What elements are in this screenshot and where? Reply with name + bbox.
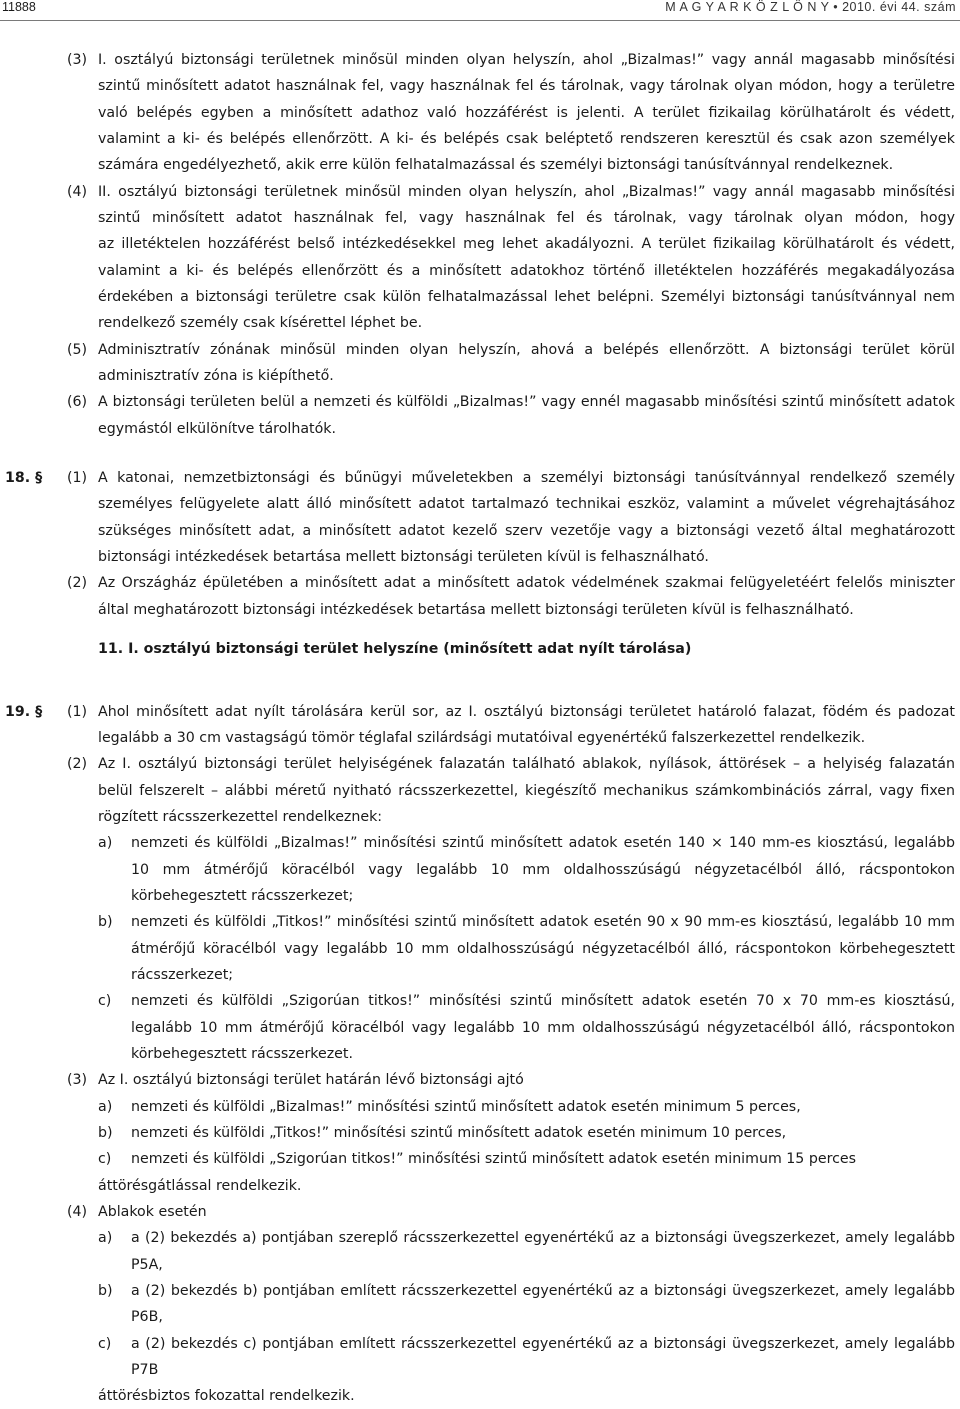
paragraph-marker: (2)	[67, 756, 88, 772]
text-line: I. osztályú biztonsági területnek minősül minden olyan helyszín, ahol „Bizalmas!” vagy annál magasabb minősítési	[98, 52, 955, 68]
text-line: körbehegesztett rácsszerkezet;	[131, 888, 354, 904]
text-line: a (2) bekezdés b) pontjában említett rácsszerkezettel egyenértékű az a biztonsági üvegszerkezet, amely legalább	[131, 1283, 955, 1299]
text-line: átmérőjű köracélból vagy legalább 10 mm oldalhosszúságú négyzetacélból álló, rácspontokon körbehegesztett	[131, 941, 955, 957]
paragraph-marker: (4)	[67, 184, 88, 200]
text-line: körbehegesztett rácsszerkezet.	[131, 1046, 353, 1062]
text-line: rácsszerkezet;	[131, 967, 234, 983]
text-line: nemzeti és külföldi „Szigorúan titkos!” minősítési szintű minősített adatok esetén minimum 15 perces	[131, 1151, 857, 1167]
section-number: 18. §	[5, 470, 43, 486]
text-line: Az I. osztályú biztonsági terület határán lévő biztonsági ajtó	[98, 1072, 524, 1088]
text-line: valamint a ki- és belépés ellenőrzött és a minősített adatokhoz történő illetéktelen hozzáférés megakadályozása	[98, 263, 955, 279]
text-line: 10 mm átmérőjű köracélból vagy legalább 10 mm oldalhosszúságú négyzetacélból álló, rácspontokon	[131, 862, 955, 878]
section-number: 19. §	[5, 704, 43, 720]
text-line: A biztonsági területen belül a nemzeti és külföldi „Bizalmas!” vagy ennél magasabb minősítési szintű minősített adatok	[98, 394, 955, 410]
text-line: legalább 10 mm átmérőjű köracélból vagy legalább 10 mm oldalhosszúságú négyzetacélból álló, rácspontokon	[131, 1020, 955, 1036]
text-line: nemzeti és külföldi „Bizalmas!” minősítési szintű minősített adatok esetén 140 × 140 mm-es kiosztású, legalább	[131, 835, 955, 851]
text-line: adminisztratív zóna is kiépíthető.	[98, 368, 334, 384]
paragraph-marker: (4)	[67, 1204, 88, 1220]
paragraph-marker: (3)	[67, 1072, 88, 1088]
paragraph-marker: (2)	[67, 575, 88, 591]
text-line: az illetéktelen hozzáférést belső intézkedésekkel meg lehet akadályozni. A terület fizikailag körülhatárolt és védett,	[98, 236, 955, 252]
paragraph-marker: c)	[98, 993, 112, 1009]
text-line: Az I. osztályú biztonsági terület helyiségének falazatán található ablakok, nyílások, áttörések – a helyiség falazatán	[98, 756, 955, 772]
publication-title: M A G Y A R K Ö Z L Ö N Y • 2010. évi 44. szám	[665, 0, 956, 14]
paragraph-marker: (1)	[67, 470, 88, 486]
paragraph-marker: b)	[98, 914, 113, 930]
subsection-heading: 11. I. osztályú biztonsági terület helyszíne (minősített adat nyílt tárolása)	[98, 641, 692, 657]
text-line: nemzeti és külföldi „Bizalmas!” minősítési szintű minősített adatok esetén minimum 5 perces,	[131, 1099, 801, 1115]
text-line: nemzeti és külföldi „Titkos!” minősítési szintű minősített adatok esetén minimum 10 perces,	[131, 1125, 787, 1141]
text-line: P6B,	[131, 1309, 163, 1325]
text-line: nemzeti és külföldi „Szigorúan titkos!” minősítési szintű minősített adatok esetén 70 x 70 mm-es kiosztású,	[131, 993, 955, 1009]
text-line: II. osztályú biztonsági területnek minősül minden olyan helyszín, ahol „Bizalmas!” vagy annál magasabb minősítési	[98, 184, 955, 200]
paragraph-marker: b)	[98, 1283, 113, 1299]
paragraph-marker: (6)	[67, 394, 88, 410]
text-line: Ahol minősített adat nyílt tárolására kerül sor, az I. osztályú biztonsági területet határoló falazat, födém és padozat	[98, 704, 955, 720]
text-line: valamint a ki- és belépés ellenőrzött. A ki- és belépés csak beléptető rendszeren keresztül és csak azon személyek	[98, 131, 955, 147]
text-line: nemzeti és külföldi „Titkos!” minősítési szintű minősített adatok esetén 90 x 90 mm-es kiosztású, legalább 10 mm	[131, 914, 955, 930]
paragraph-marker: b)	[98, 1125, 113, 1141]
text-line: Ablakok esetén	[98, 1204, 207, 1220]
paragraph-marker: a)	[98, 1230, 113, 1246]
text-line: Adminisztratív zónának minősül minden olyan helyszín, ahová a belépés ellenőrzött. A biztonsági terület körül	[98, 342, 955, 358]
text-line: szükséges minősített adat, a minősített adatot kezelő szerv vezetője vagy a biztonsági vezető által meghatározott	[98, 523, 955, 539]
page-header	[0, 0, 960, 22]
text-line: belül felszerelt – alábbi méretű nyitható rácsszerkezettel, kiegészítő mechanikus számkombinációs zárral, vagy fixen	[98, 783, 955, 799]
text-line: szintű minősített adatot használnak fel, vagy használnak fel és tárolnak, vagy tárolnak olyan módon, hogy a területre	[98, 78, 955, 94]
text-line: P7B	[131, 1362, 159, 1378]
paragraph-marker: (3)	[67, 52, 88, 68]
text-line: egymástól elkülönítve tárolhatók.	[98, 421, 336, 437]
text-line: biztonsági intézkedések betartása mellett biztonsági területen kívül is felhasználható.	[98, 549, 709, 565]
text-line: Az Országház épületében a minősített adat a minősített adatok védelmének szakmai felügyeletéért felelős miniszter	[98, 575, 955, 591]
paragraph-marker: c)	[98, 1336, 112, 1352]
text-line: áttörésbiztos fokozattal rendelkezik.	[98, 1388, 355, 1404]
text-line: A katonai, nemzetbiztonsági és bűnügyi műveletekben a személyi biztonsági tanúsítvánnyal rendelkező személy	[98, 470, 955, 486]
text-line: személyes felügyelete alatt álló minősített adatot tartalmazó technikai eszköz, valamint a művelet végrehajtásához	[98, 496, 955, 512]
text-line: érdekében a biztonsági területre csak külön felhatalmazással lehet belépni. Személyi biztonsági tanúsítvánnyal nem	[98, 289, 955, 305]
text-line: rendelkező személy csak kísérettel léphet be.	[98, 315, 423, 331]
text-line: által meghatározott biztonsági intézkedések betartása mellett biztonsági területen kívül is felhasználható.	[98, 602, 854, 618]
paragraph-marker: a)	[98, 1099, 113, 1115]
text-line: áttörésgátlással rendelkezik.	[98, 1178, 302, 1194]
text-line: való belépés egyben a minősített adathoz való hozzáférést is jelenti. A terület fizikailag körülhatárolt és védett,	[98, 105, 955, 121]
page-number: 11888	[2, 0, 36, 14]
text-line: legalább a 30 cm vastagságú tömör téglafal szilárdsági mutatóival egyenértékű falszerkezettel rendelkezik.	[98, 730, 866, 746]
text-line: szintű minősített adatot használnak fel, vagy használnak fel és tárolnak, vagy tárolnak olyan módon, hogy	[98, 210, 955, 226]
paragraph-marker: (5)	[67, 342, 88, 358]
text-line: P5A,	[131, 1257, 163, 1273]
paragraph-marker: c)	[98, 1151, 112, 1167]
paragraph-marker: (1)	[67, 704, 88, 720]
text-line: rögzített rácsszerkezettel rendelkeznek:	[98, 809, 383, 825]
header-rule	[0, 20, 960, 21]
paragraph-marker: a)	[98, 835, 113, 851]
text-line: a (2) bekezdés a) pontjában szereplő rácsszerkezettel egyenértékű az a biztonsági üvegszerkezet, amely legalább	[131, 1230, 955, 1246]
text-line: számára engedélyezhető, akik erre külön felhatalmazással és személyi biztonsági tanúsítvánnyal rendelkeznek.	[98, 157, 894, 173]
text-line: a (2) bekezdés c) pontjában említett rácsszerkezettel egyenértékű az a biztonsági üvegszerkezet, amely legalább	[131, 1336, 955, 1352]
